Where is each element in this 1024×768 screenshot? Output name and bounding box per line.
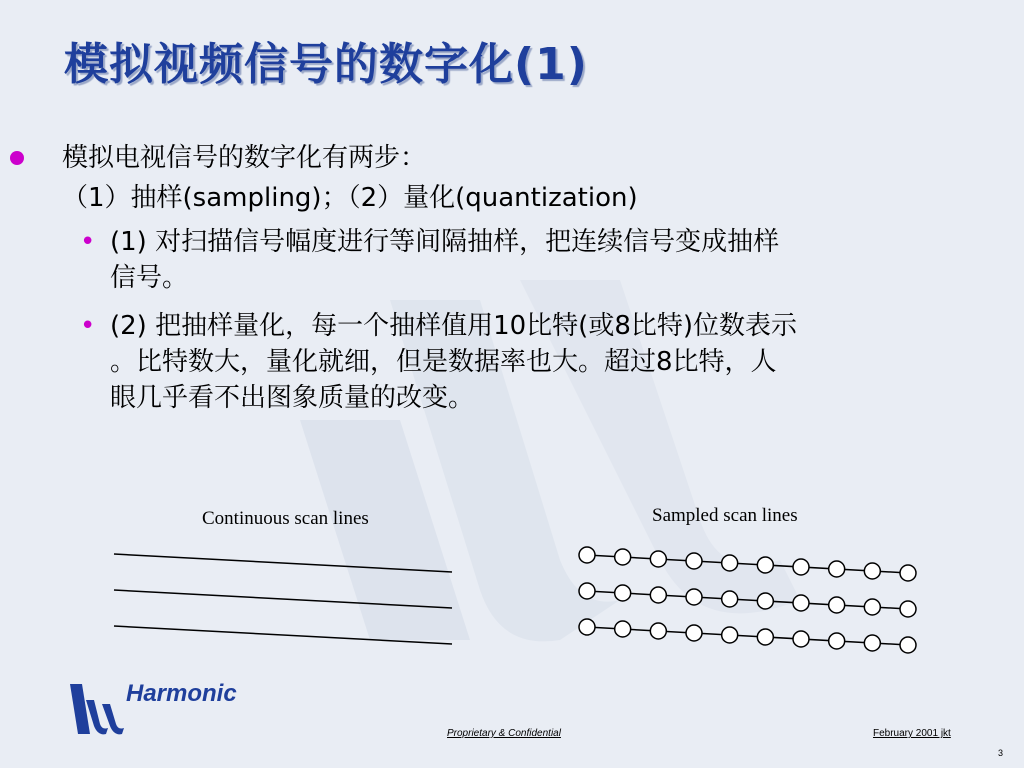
- footer-date: February 2001 jkt: [873, 728, 951, 739]
- sub-bullet-2: [80, 308, 1000, 416]
- page-title: 模拟视频信号的数字化(1): [64, 39, 588, 90]
- main-bullet-line-1: 模拟电视信号的数字化有两步：: [62, 143, 427, 173]
- footer-page-number: 3: [998, 748, 1004, 758]
- harmonic-logo-icon: [68, 680, 128, 738]
- sub-bullet-text: [110, 224, 1000, 296]
- sub-bullet-1: [80, 224, 1000, 296]
- sub-bullet-2-line-2: 。比特数大，量化就细，但是数据率也大。超过8比特，人: [110, 347, 777, 377]
- sub-bullet-1-line-2: 信号。: [110, 263, 189, 293]
- continuous-scan-caption: Continuous scan lines: [202, 508, 369, 529]
- main-bullet-dot: [10, 151, 24, 165]
- sub-bullet-2-line-3: 眼几乎看不出图象质量的改变。: [110, 383, 475, 413]
- main-bullet-line-2: （1）抽样(sampling)；（2）量化(quantization): [62, 183, 638, 213]
- harmonic-logo-text: Harmonic: [126, 680, 237, 707]
- sub-bullet-text: [110, 308, 1000, 416]
- sub-bullet-2-line-1: (2) 把抽样量化，每一个抽样值用10比特(或8比特)位数表示: [110, 311, 798, 341]
- sub-bullet-marker: •: [80, 227, 96, 257]
- sub-bullet-1-line-1: (1) 对扫描信号幅度进行等间隔抽样，把连续信号变成抽样: [110, 227, 780, 257]
- sampled-scan-caption: Sampled scan lines: [652, 505, 798, 526]
- sub-bullet-marker: •: [80, 311, 96, 341]
- footer-confidential: Proprietary & Confidential: [447, 728, 561, 739]
